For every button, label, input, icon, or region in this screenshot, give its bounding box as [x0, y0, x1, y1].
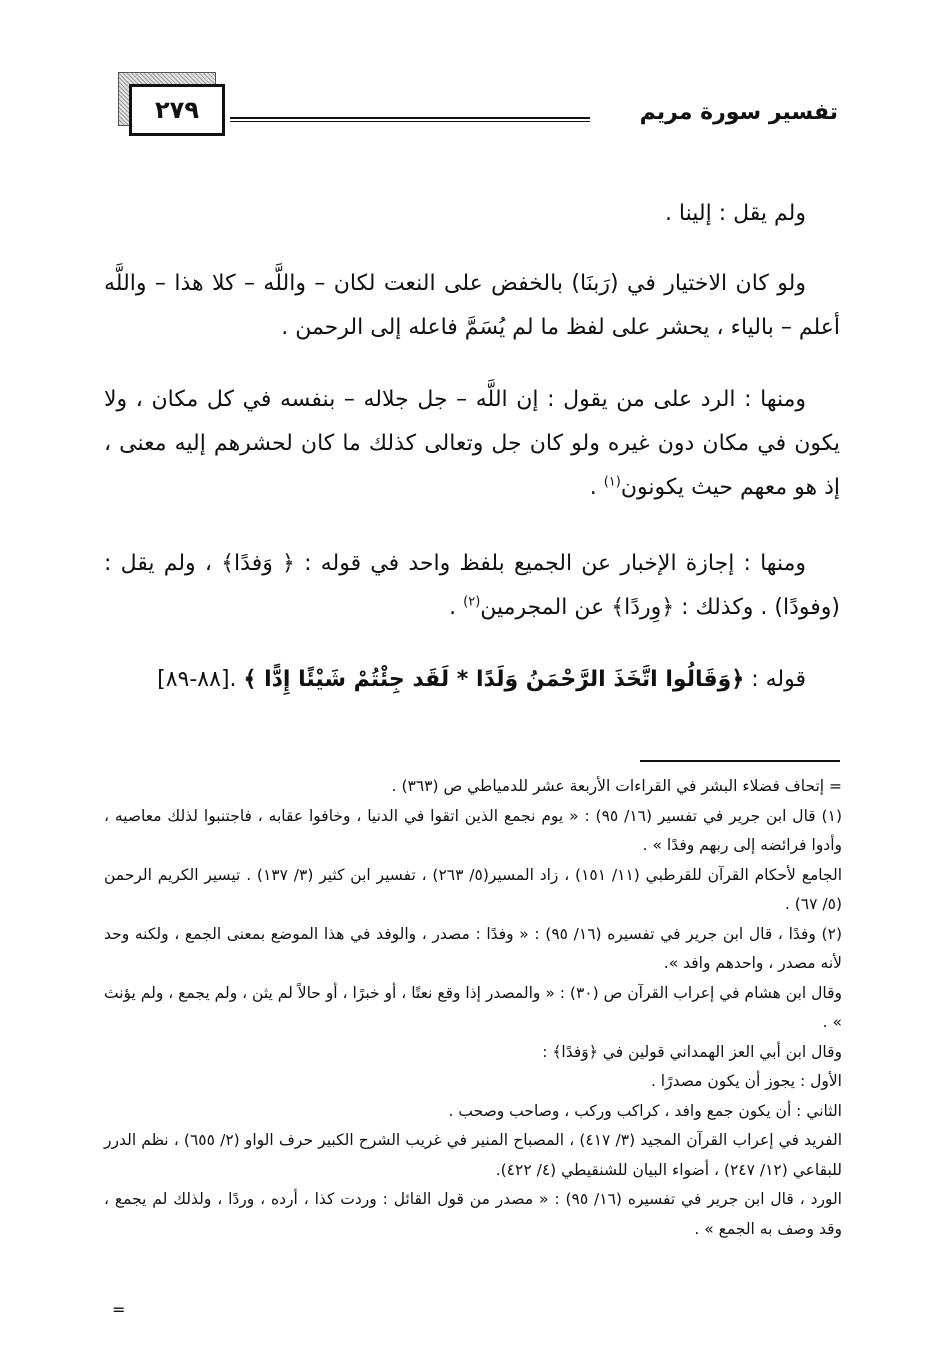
footnote-separator — [640, 760, 840, 762]
paragraph-1: ولم يقل : إلينا . — [664, 201, 806, 226]
paragraph-4-text: ومنها : إجازة الإخبار عن الجميع بلفظ واحد في قوله : ﴿ وَفدًا﴾ ، ولم يقل : (وفودًا) . وكذلك : ﴿وِردًا﴾ عن المجرمين — [104, 551, 840, 620]
footnotes — [104, 772, 842, 1244]
page-number-box — [129, 84, 225, 136]
footnote-line: (٢) وفدًا ، قال ابن جرير في تفسيره (١٦/ ٩٥) : « وفدًا : مصدر ، والوفد في هذا الموضع بمعنى الجمع ، ولكنه وحد لأنه مصدر ، واحدهم وافد ». — [104, 924, 842, 972]
quran-verse: ﴿وَقَالُوا اتَّخَذَ الرَّحْمَنُ وَلَدًا * لَقَد جِئْتُمْ شَيْئًا إِدًّا ﴾ — [243, 667, 745, 692]
footnote-line: وقال ابن أبي العز الهمداني قولين في ﴿وَفدًا﴾ : — [542, 1042, 842, 1061]
paragraph-3: ومنها : الرد على من يقول : إن اللَّه – جل جلاله – بنفسه في كل مكان ، ولا يكون في مكان دون غيره ولو كان جل وتعالى كذلك ما كان لحشرهم إليه معنى ، إذ هو معهم حيث يكونون$^{(١)}$ . — [104, 387, 840, 500]
footnote-line: (١) قال ابن جرير في تفسير (١٦/ ٩٥) : « يوم نجمع الذين اتقوا في الدنيا ، وخافوا عقابه ، فاجتنبوا لذلك معاصيه ، وأدوا فرائضه إلى ربهم وفدًا » . — [104, 806, 842, 854]
footnote-line: الفريد في إعراب القرآن المجيد (٣/ ٤١٧) ، المصباح المنير في غريب الشرح الكبير حرف الواو (٢/ ٦٥٥) ، نظم الدرر للبقاعي (١٢/ ٢٤٧) ، أضواء البيان للشنقيطي (٤/ ٤٢٢). — [104, 1131, 842, 1179]
footnote-line: الجامع لأحكام القرآن للقرطبي (١١/ ١٥١) ، زاد المسير(٥/ ٢٦٣) ، تفسير ابن كثير (٣/ ١٣٧) . تيسير الكريم الرحمن (٥/ ٦٧) . — [104, 865, 843, 913]
header-rule — [230, 117, 590, 119]
paragraph-2: ولو كان الاختيار في (رَبنَا) بالخفض على النعت لكان – واللَّه – كلا هذا – واللَّه أعلم – بالياء ، يحشر على لفظ ما لم يُسَمَّ فاعله إلى الرحمن . — [104, 271, 840, 340]
footnote-ref-1: (١) — [603, 474, 621, 490]
paragraph-3-text: ومنها : الرد على من يقول : إن اللَّه – جل جلاله – بنفسه في كل مكان ، ولا يكون في مكان دون غيره ولو كان جل وتعالى كذلك ما كان لحشرهم إليه معنى ، إذ هو معهم حيث يكونون — [104, 387, 840, 500]
footnote-line: الثاني : أن يكون جمع وافد ، كراكب وركب ، وصاحب وصحب . — [448, 1101, 842, 1120]
continuation-mark: = — [112, 1300, 126, 1319]
page-number: ٢٧٩ — [155, 96, 199, 124]
footnote-line: الأول : يجوز أن يكون مصدرًا . — [650, 1072, 842, 1090]
paragraph-4: ومنها : إجازة الإخبار عن الجميع بلفظ واحد في قوله : ﴿ وَفدًا﴾ ، ولم يقل : (وفودًا) . وكذلك : ﴿وِردًا﴾ عن المجرمين$^{(٢)}$ . — [104, 551, 840, 620]
header-rule-thin — [230, 121, 590, 122]
footnote-ref-2: (٢) — [463, 594, 481, 610]
footnote-line: الورد ، قال ابن جرير في تفسيره (١٦/ ٩٥) : « مصدر من قول القائل : وردت كذا ، أرده ، وردًا ، ولذلك لم يجمع ، وقد وصف به الجمع » . — [104, 1190, 842, 1238]
footnote-line: وقال ابن هشام في إعراب القرآن ص (٣٠) : « والمصدر إذا وقع نعتًا ، أو خبرًا ، أو حالاً لم يثن ، ولم يجمع ، ولم يؤنث » . — [104, 983, 843, 1031]
paragraph-5: قوله : ﴿وَقَالُوا اتَّخَذَ الرَّحْمَنُ وَلَدًا * لَقَد جِئْتُمْ شَيْئًا إِدًّا ﴾ .[٨٨-٨٩] — [157, 667, 806, 692]
footnote-line: = إتحاف فضلاء البشر في القراءات الأربعة عشر للدمياطي ص (٣٦٣) . — [391, 777, 842, 795]
running-title: تفسير سورة مريم — [639, 100, 838, 125]
verse-reference: .[٨٨-٨٩] — [157, 667, 244, 692]
